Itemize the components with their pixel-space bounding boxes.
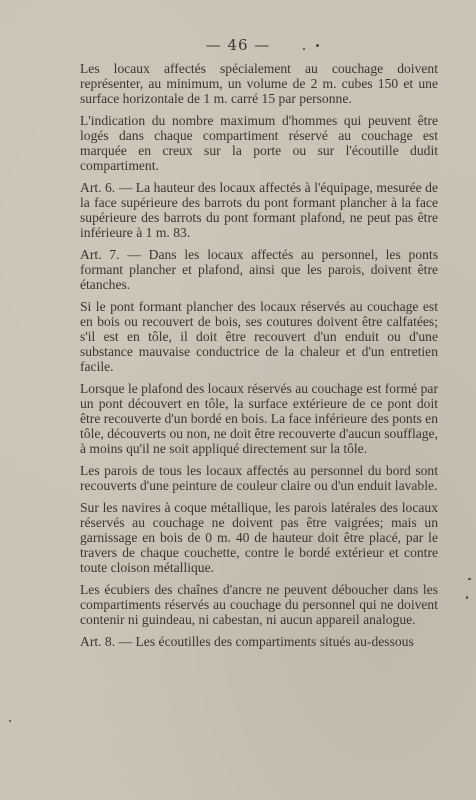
paragraph-pont-plancher: Si le pont formant plancher des locaux réservés au couchage est en bois ou recouvert de bois, ses coutures doivent être calfatées; s'il est en tôle, il doit être recouvert d'un enduit ou d'une substance mauvaise conductrice de la chaleur et d'un entretien facile. (80, 299, 438, 374)
paper-speck (303, 48, 305, 50)
paragraph-article-7: Art. 7. — Dans les locaux affectés au personnel, les ponts formant plancher et plafond, ainsi que les parois, doivent être étanches. (80, 247, 438, 292)
paper-speck (466, 596, 468, 599)
paper-speck (468, 578, 471, 580)
paragraph-article-8: Art. 8. — Les écoutilles des compartiments situés au-dessous (80, 634, 414, 649)
page-number: — 46 — (205, 36, 271, 54)
paragraph-couchage-volume: Les locaux affectés spécialement au couchage doivent représenter, au minimum, un volume de 2 m. cubes 150 et une surface horizontale de 1 m. carré 15 par personne. (80, 61, 438, 106)
paragraph-indication-nombre: L'indication du nombre maximum d'hommes qui peuvent être logés dans chaque compartiment réservé au couchage est marquée en creux sur la porte ou sur l'écoutille dudit compartiment. (80, 113, 438, 173)
paragraph-ecubiers: Les écubiers des chaînes d'ancre ne peuvent déboucher dans les compartiments réservés au couchage du personnel qui ne doivent contenir ni guindeau, ni cabestan, ni aucun appareil analogue. (80, 582, 438, 627)
paper-speck (9, 720, 11, 722)
paragraph-article-6: Art. 6. — La hauteur des locaux affectés à l'équipage, mesurée de la face supérieure des barrots du pont formant plancher à la face supérieure des barrots du pont formant plafond, ne peut pas être inférieure à 1 m. 83. (80, 180, 438, 240)
paragraph-parois: Les parois de tous les locaux affectés au personnel du bord sont recouverts d'une peinture de couleur claire ou d'un enduit lavable. (80, 463, 438, 493)
body-text (80, 61, 438, 649)
paper-speck (316, 44, 319, 47)
paragraph-navires-coque: Sur les navires à coque métallique, les parois latérales des locaux réservés au couchage ne doivent pas être vaigrées; mais un garnissage en bois de 0 m. 40 de hauteur doit être placé, par le travers de chaque couchette, contre le bordé extérieur et contre toute cloison métallique. (80, 500, 438, 575)
paragraph-plafond: Lorsque le plafond des locaux réservés au couchage est formé par un pont découvert en tôle, la surface extérieure de ce pont doit être recouverte d'un bordé en bois. La face inférieure des ponts en tôle, découverts ou non, ne doit être recouverte d'aucun soufflage, à moins qu'il ne soit appliqué directement sur la tôle. (80, 381, 438, 456)
